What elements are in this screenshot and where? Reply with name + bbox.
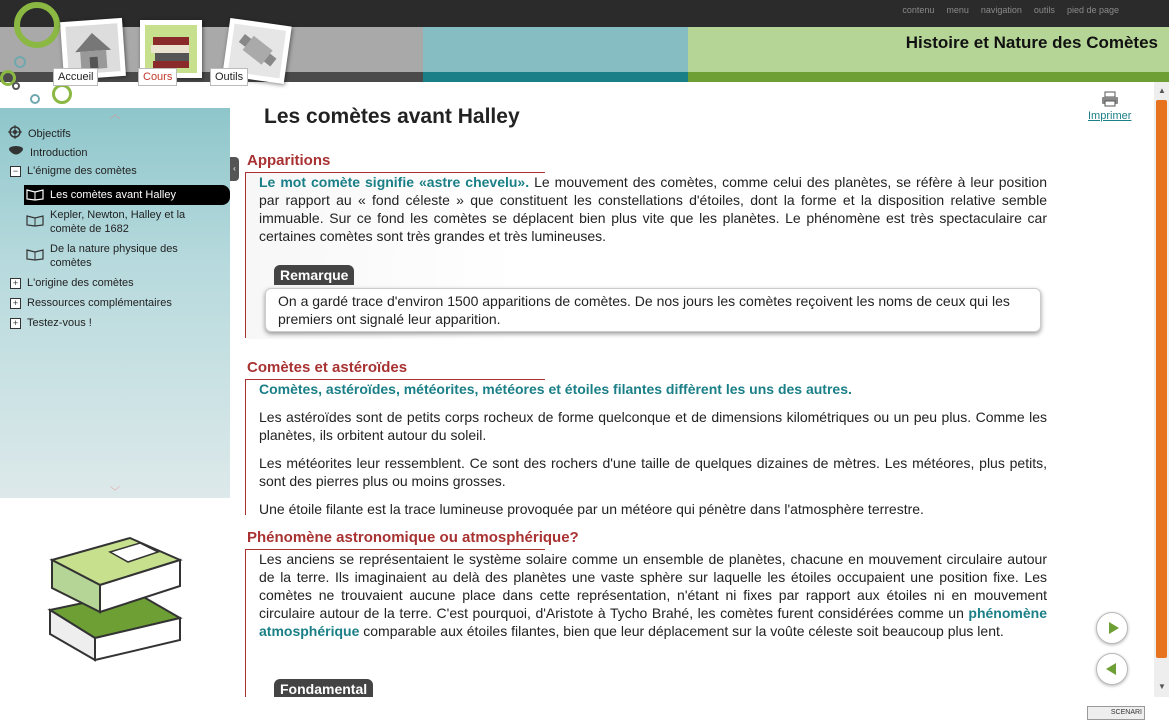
fundamental-label: Fondamental: [274, 679, 373, 699]
previous-page-button[interactable]: [1096, 653, 1128, 685]
header-strip: [688, 72, 1169, 82]
decor-ring: [12, 82, 20, 90]
expand-icon[interactable]: +: [10, 298, 21, 309]
page-title: Les comètes avant Halley: [264, 105, 520, 128]
section-vline: [245, 379, 246, 515]
content-scrollbar[interactable]: [1154, 82, 1169, 697]
tab-accueil[interactable]: Accueil: [53, 68, 98, 86]
lead-text: Le mot comète signifie «astre chevelu».: [259, 174, 530, 190]
section-title: Comètes et astéroïdes: [247, 359, 408, 376]
tab-cours[interactable]: Cours: [138, 68, 177, 86]
paragraph-text: Les anciens se représentaient le système solaire comme un ensemble de planètes, chacune en mouvement circulaire autour de la terre. Ils imaginaient au delà des planètes une vaste sphère sur laquelle les étoiles occupaient une position fixe. Les comètes ne trouvaient aucune place dans cette représentation, n'étant ni fixes par rapport aux étoiles ni en mouvement circulaire autour de la terre. C'est pourquoi, d'Aristote à Tycho Brahé, les comètes furent considérées comme un: [259, 551, 1047, 621]
books-icon: [145, 25, 197, 73]
sidebar-item-label: Ressources complémentaires: [27, 297, 172, 309]
sidebar-item-label: Objectifs: [28, 127, 71, 140]
decor-ring: [52, 84, 72, 104]
next-page-button[interactable]: [1096, 612, 1128, 644]
book-icon: [26, 188, 44, 203]
header-strip: [423, 72, 688, 82]
scroll-down-icon[interactable]: ﹀: [110, 487, 120, 498]
collapse-icon[interactable]: −: [10, 166, 21, 177]
sidebar-item-ressources[interactable]: [10, 297, 172, 309]
paragraph-text: comparable aux étoiles filantes, bien que leur déplacement sur la voûte céleste soit beaucoup plus lent.: [359, 623, 1004, 639]
scroll-up-arrow-icon[interactable]: ▲: [1158, 86, 1166, 95]
scroll-down-arrow-icon[interactable]: ▼: [1158, 682, 1166, 691]
sidebar-item-label: De la nature physique des comètes: [50, 243, 178, 269]
link-contenu[interactable]: contenu: [902, 5, 935, 15]
link-pied-de-page[interactable]: pied de page: [1066, 5, 1119, 15]
section-paragraph: Une étoile filante est la trace lumineuse provoquée par un météore qui pénètre dans l'atmosphère terrestre.: [259, 501, 924, 517]
book-icon: [26, 248, 44, 263]
paragraph-text: Le mouvement des comètes, comme celui des planètes, se réfère à leur position par rapport au « fond céleste » que constituent les constellations d'étoiles, dont la forme et la disposition relative semble immuable. Sur ce fond les comètes se déplacent bien plus vite que les planètes. Le phénomène est très spectaculaire car certaines comètes sont très grandes et très lumineuses.: [259, 174, 1047, 244]
highlight-term: phénomène atmosphérique: [259, 605, 1047, 639]
section-vline: [245, 549, 246, 699]
play-left-icon: [1097, 654, 1127, 684]
expand-icon[interactable]: +: [10, 318, 21, 329]
play-right-icon: [1097, 613, 1127, 643]
sidebar-item-label: Les comètes avant Halley: [50, 189, 176, 201]
book-icon: [26, 214, 44, 229]
sidebar-nav: [0, 108, 230, 498]
sidebar-item-label: L'énigme des comètes: [27, 165, 137, 177]
decor-ring: [14, 56, 26, 68]
tab-outils[interactable]: Outils: [210, 68, 248, 86]
sidebar-item-label: Introduction: [30, 146, 88, 159]
remark-text: On a gardé trace d'environ 1500 apparitions de comètes. De nos jours les comètes reçoivent les noms de ceux qui les premiers ont signalé leur apparition.: [278, 293, 1010, 327]
print-label: Imprimer: [1088, 110, 1132, 122]
books-illustration: [40, 530, 190, 680]
link-menu[interactable]: menu: [946, 5, 969, 15]
link-outils[interactable]: outils: [1033, 5, 1055, 15]
sidebar-item-origine[interactable]: [10, 277, 134, 289]
decor-ring: [14, 2, 60, 48]
bowl-icon: [8, 145, 24, 160]
section-title: Phénomène astronomique ou atmosphérique?: [247, 529, 579, 546]
link-navigation[interactable]: navigation: [980, 5, 1022, 15]
sidebar-item-label: L'origine des comètes: [27, 277, 134, 289]
section-title: Apparitions: [247, 152, 331, 169]
sidebar-item-cometes-avant-halley[interactable]: [24, 185, 230, 205]
sidebar-item-introduction[interactable]: [8, 145, 87, 160]
sidebar-item-kepler[interactable]: [26, 208, 206, 236]
sidebar-item-enigme[interactable]: [10, 165, 137, 177]
site-title: Histoire et Nature des Comètes: [905, 33, 1158, 52]
remark-label: Remarque: [274, 265, 354, 285]
header-band-teal: [423, 27, 688, 72]
sidebar-item-label: Kepler, Newton, Halley et la comète de 1682: [50, 209, 186, 235]
scenari-badge[interactable]: SCENARI: [1087, 706, 1145, 720]
section-paragraph: Les astéroïdes sont de petits corps rocheux de forme quelconque et de dimensions kilométriques ou un peu plus. Comme les planètes, ils orbitent autour du soleil.: [259, 409, 1047, 443]
footer: [0, 697, 1169, 725]
sidebar-item-label: Testez-vous !: [27, 317, 92, 329]
sidebar-item-objectifs[interactable]: [8, 125, 71, 142]
section-lead: Comètes, astéroïdes, météorites, météores et étoiles filantes diffèrent les uns des autres.: [259, 381, 852, 397]
printer-icon: [1088, 91, 1131, 110]
sidebar-toggle[interactable]: ‹: [230, 157, 239, 181]
sidebar-item-testez-vous[interactable]: [10, 317, 92, 329]
scrollbar-thumb[interactable]: [1156, 100, 1167, 658]
decor-ring: [30, 94, 40, 104]
section-paragraph: Les météorites leur ressemblent. Ce sont des rochers d'une taille de quelques dizaines de mètres. Les météores, plus petits, sont des pierres plus ou moins grosses.: [259, 455, 1047, 489]
remark-box: [265, 288, 1041, 332]
accessibility-links: [902, 5, 1119, 15]
target-icon: [8, 125, 22, 142]
section-paragraph: [259, 550, 1047, 640]
sidebar-item-nature-physique[interactable]: [26, 242, 206, 270]
print-button[interactable]: [1088, 91, 1131, 122]
expand-icon[interactable]: +: [10, 278, 21, 289]
main-content: [245, 95, 1132, 697]
scroll-up-icon[interactable]: ︿: [110, 110, 120, 121]
section-paragraph: [259, 173, 1047, 245]
